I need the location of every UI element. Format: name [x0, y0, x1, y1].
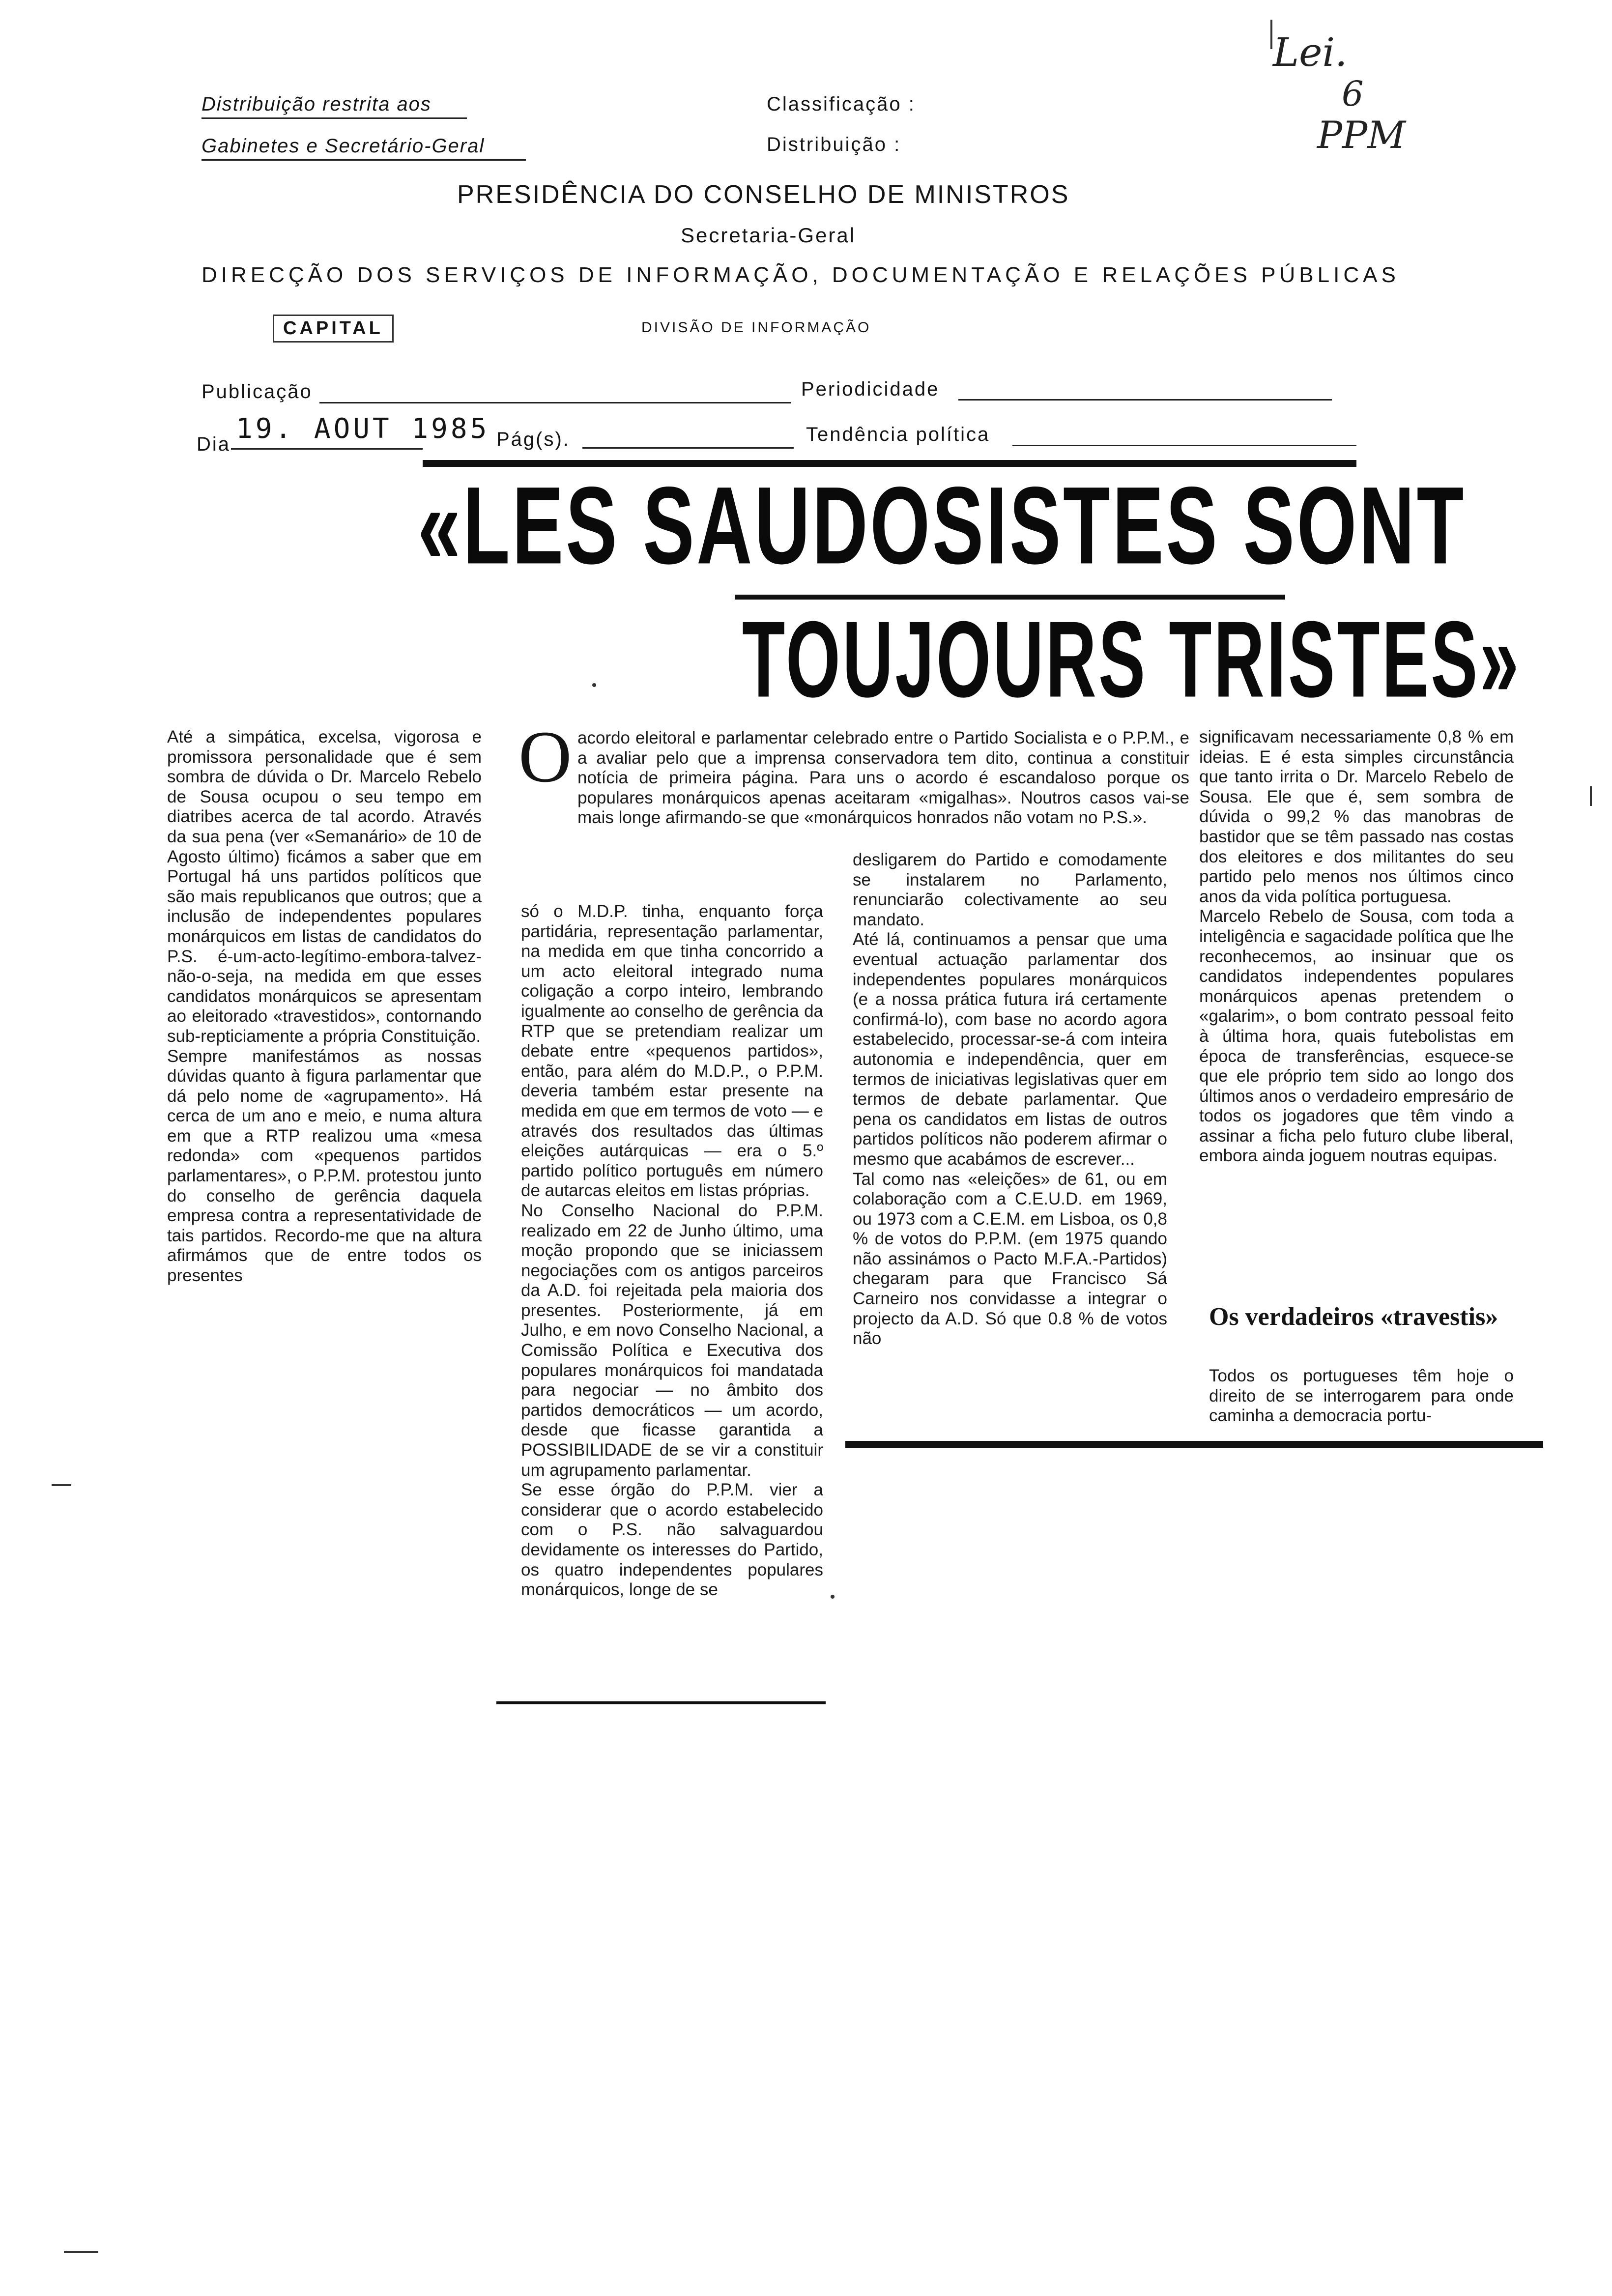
scan-mark	[1590, 786, 1592, 806]
tendencia-label: Tendência política	[806, 424, 990, 445]
drop-cap: O	[518, 716, 572, 798]
scan-mark	[592, 683, 596, 687]
pag-line	[582, 447, 794, 449]
article-column-3: desligarem do Partido e comodamente se instalarem no Parlamento, renunciarão colectivamente ao seu mandato. Até lá, continuamos a pensar que uma eventual actuação parlamentar dos independentes populares monárquicos (e a nossa prática futura irá certamente confirmá-lo), com base no acordo agora estabelecido, processar-se-á com inteira autonomia e independência, quer em termos de iniciativas legislativas quer em termos de debate parlamentar. Que pena os candidatos em listas de outros partidos políticos não poderem afirmar o mesmo que acabámos de escrever... Tal como nas «eleições» de 61, ou em colaboração com a C.E.U.D. em 1969, ou 1973 com a C.E.M. em Lisboa, os 0,8 % de votos do P.P.M. (em 1975 quando não assinámos o Pacto M.F.A.-Partidos) chegaram para que Francisco Sá Carneiro nos convidasse a integrar o projecto da A.D. Só que 0.8 % de votos não	[853, 850, 1167, 1349]
classificacao-label: Classificação :	[767, 93, 916, 115]
article-column-4: significavam necessariamente 0,8 % em ideias. E é esta simples circunstância que tanto irrita o Dr. Marcelo Rebelo de Sousa. Ele que é, sem sombra de dúvida o 99,2 % das manobras de bastidor que se têm passado nas costas dos eleitores e dos militantes do seu partido pelo menos nos últimos cinco anos da vida política portuguesa. Marcelo Rebelo de Sousa, com toda a inteligência e sagacidade política que lhe reconhecemos, ao insinuar que os candidatos independentes populares monárquicos apenas pretendem o «galarim», o bom contrato pessoal feito à última hora, quais futebolistas em época de transferências, esquece-se que ele próprio tem sido ao longo dos últimos anos o verdadeiro empresário de todos os jogadores que têm vindo a assinar a ficha pelo futuro clube liberal, embora ainda joguem noutras equipas.	[1199, 727, 1514, 1166]
article-column-2: só o M.D.P. tinha, enquanto força partidária, representação parlamentar, na medida em que tinha concorrido a um acto eleitoral integrado numa coligação a corpo inteiro, lembrando igualmente ao conselho de gerência da RTP que se pretendiam realizar um debate entre «pequenos partidos», então, para além do M.D.P., o P.P.M. deveria também estar presente na medida em que em termos de voto — e através dos resultados das últimas eleições autárquicas — era o 5.º partido político português em número de autarcas eleitos em listas próprias. No Conselho Nacional do P.P.M. realizado em 22 de Junho último, uma moção propondo que se iniciassem negociações com os antigos parceiros da A.D. foi rejeitada pela maioria dos presentes. Posteriormente, já em Julho, e em novo Conselho Nacional, a Comissão Política e Executiva dos populares monárquicos foi mandatada para negociar — no âmbito dos partidos democráticos — um acordo, desde que ficasse garantida a POSSIBILIDADE de se vir a constituir um agrupamento parlamentar. Se esse órgão do P.P.M. vier a considerar que o acordo estabelecido com o P.S. não salvaguardou devidamente os interesses do Partido, os quatro independentes populares monárquicos, longe de se	[521, 902, 823, 1600]
pag-label: Pág(s).	[496, 429, 570, 450]
handwriting-note-2: 6	[1342, 74, 1364, 114]
publicacao-line	[319, 402, 791, 403]
distribuicao-label: Distribuição :	[767, 134, 901, 155]
periodicidade-line	[958, 399, 1332, 401]
scan-mark	[64, 2251, 98, 2253]
scan-mark	[831, 1595, 835, 1599]
dia-value: 19. AOUT 1985	[236, 413, 490, 445]
column-2-end-rule	[496, 1701, 826, 1704]
divisao-label: DIVISÃO DE INFORMAÇÃO	[641, 319, 871, 336]
scan-mark	[1270, 20, 1272, 49]
secretaria-label: Secretaria-Geral	[681, 224, 856, 247]
distribution-line-2: Gabinetes e Secretário-Geral	[202, 135, 526, 161]
headline-line-1: «LES SAUDOSISTES SONT	[418, 463, 1466, 587]
handwriting-note-1: Lei.	[1273, 29, 1348, 75]
headline-line-2: TOUJOURS TRISTES»	[742, 599, 1521, 720]
periodicidade-label: Periodicidade	[801, 378, 940, 400]
article-lead: acordo eleitoral e parlamentar celebrado entre o Partido Socialista e o P.P.M., e a avaliar pelo que a imprensa conservadora tem dito, continua a constituir notícia de primeira página. Para uns o acordo é escandaloso porque os populares monárquicos apenas aceitaram «migalhas». Noutros casos vai-se mais longe afirmando-se que «monárquicos honrados não votam no P.S.».	[577, 728, 1189, 828]
bottom-rule	[845, 1441, 1543, 1448]
article-column-1: Até a simpática, excelsa, vigorosa e promissora personalidade que é sem sombra de dúvida o Dr. Marcelo Rebelo de Sousa ocupou o seu tempo em diatribes acerca de tal acordo. Através da sua pena (ver «Semanário» de 10 de Agosto último) ficámos a saber que em Portugal há uns partidos políticos que são mais republicanos que outros; que a inclusão de independentes populares monárquicos em listas de candidatos do P.S. é-um-acto-legítimo-embora-talvez-não-o-seja, na medida em que esses candidatos monárquicos se apresentam ao eleitorado «travestidos», contornando sub-repticiamente a própria Constituição. Sempre manifestámos as nossas dúvidas quanto à figura parlamentar que dá pelo nome de «agrupamento». Há cerca de um ano e meio, e numa altura em que a RTP realizou uma «mesa redonda» com «pequenos partidos parlamentares», o P.P.M. protestou junto do conselho de gerência daquela empresa contra a representatividade de tais partidos. Recordo-me que na altura afirmámos que de entre todos os presentes	[167, 727, 482, 1286]
tendencia-line	[1012, 445, 1356, 446]
scan-mark	[52, 1484, 71, 1486]
article-column-4-continued: Todos os portugueses têm hoje o direito de se interrogarem para onde caminha a democracia portu-	[1209, 1366, 1514, 1426]
subhead-verdadeiros-travestis: Os verdadeiros «travestis»	[1209, 1303, 1498, 1331]
publicacao-label: Publicação	[202, 381, 313, 402]
distribution-line-1: Distribuição restrita aos	[202, 93, 467, 119]
direccao-title: DIRECÇÃO DOS SERVIÇOS DE INFORMAÇÃO, DOCUMENTAÇÃO E RELAÇÕES PÚBLICAS	[202, 263, 1400, 287]
publication-stamp: CAPITAL	[273, 315, 394, 343]
dia-line	[231, 448, 423, 450]
dia-label: Dia	[197, 433, 231, 455]
presidency-title: PRESIDÊNCIA DO CONSELHO DE MINISTROS	[457, 180, 1070, 209]
handwriting-note-3: PPM	[1317, 113, 1406, 157]
